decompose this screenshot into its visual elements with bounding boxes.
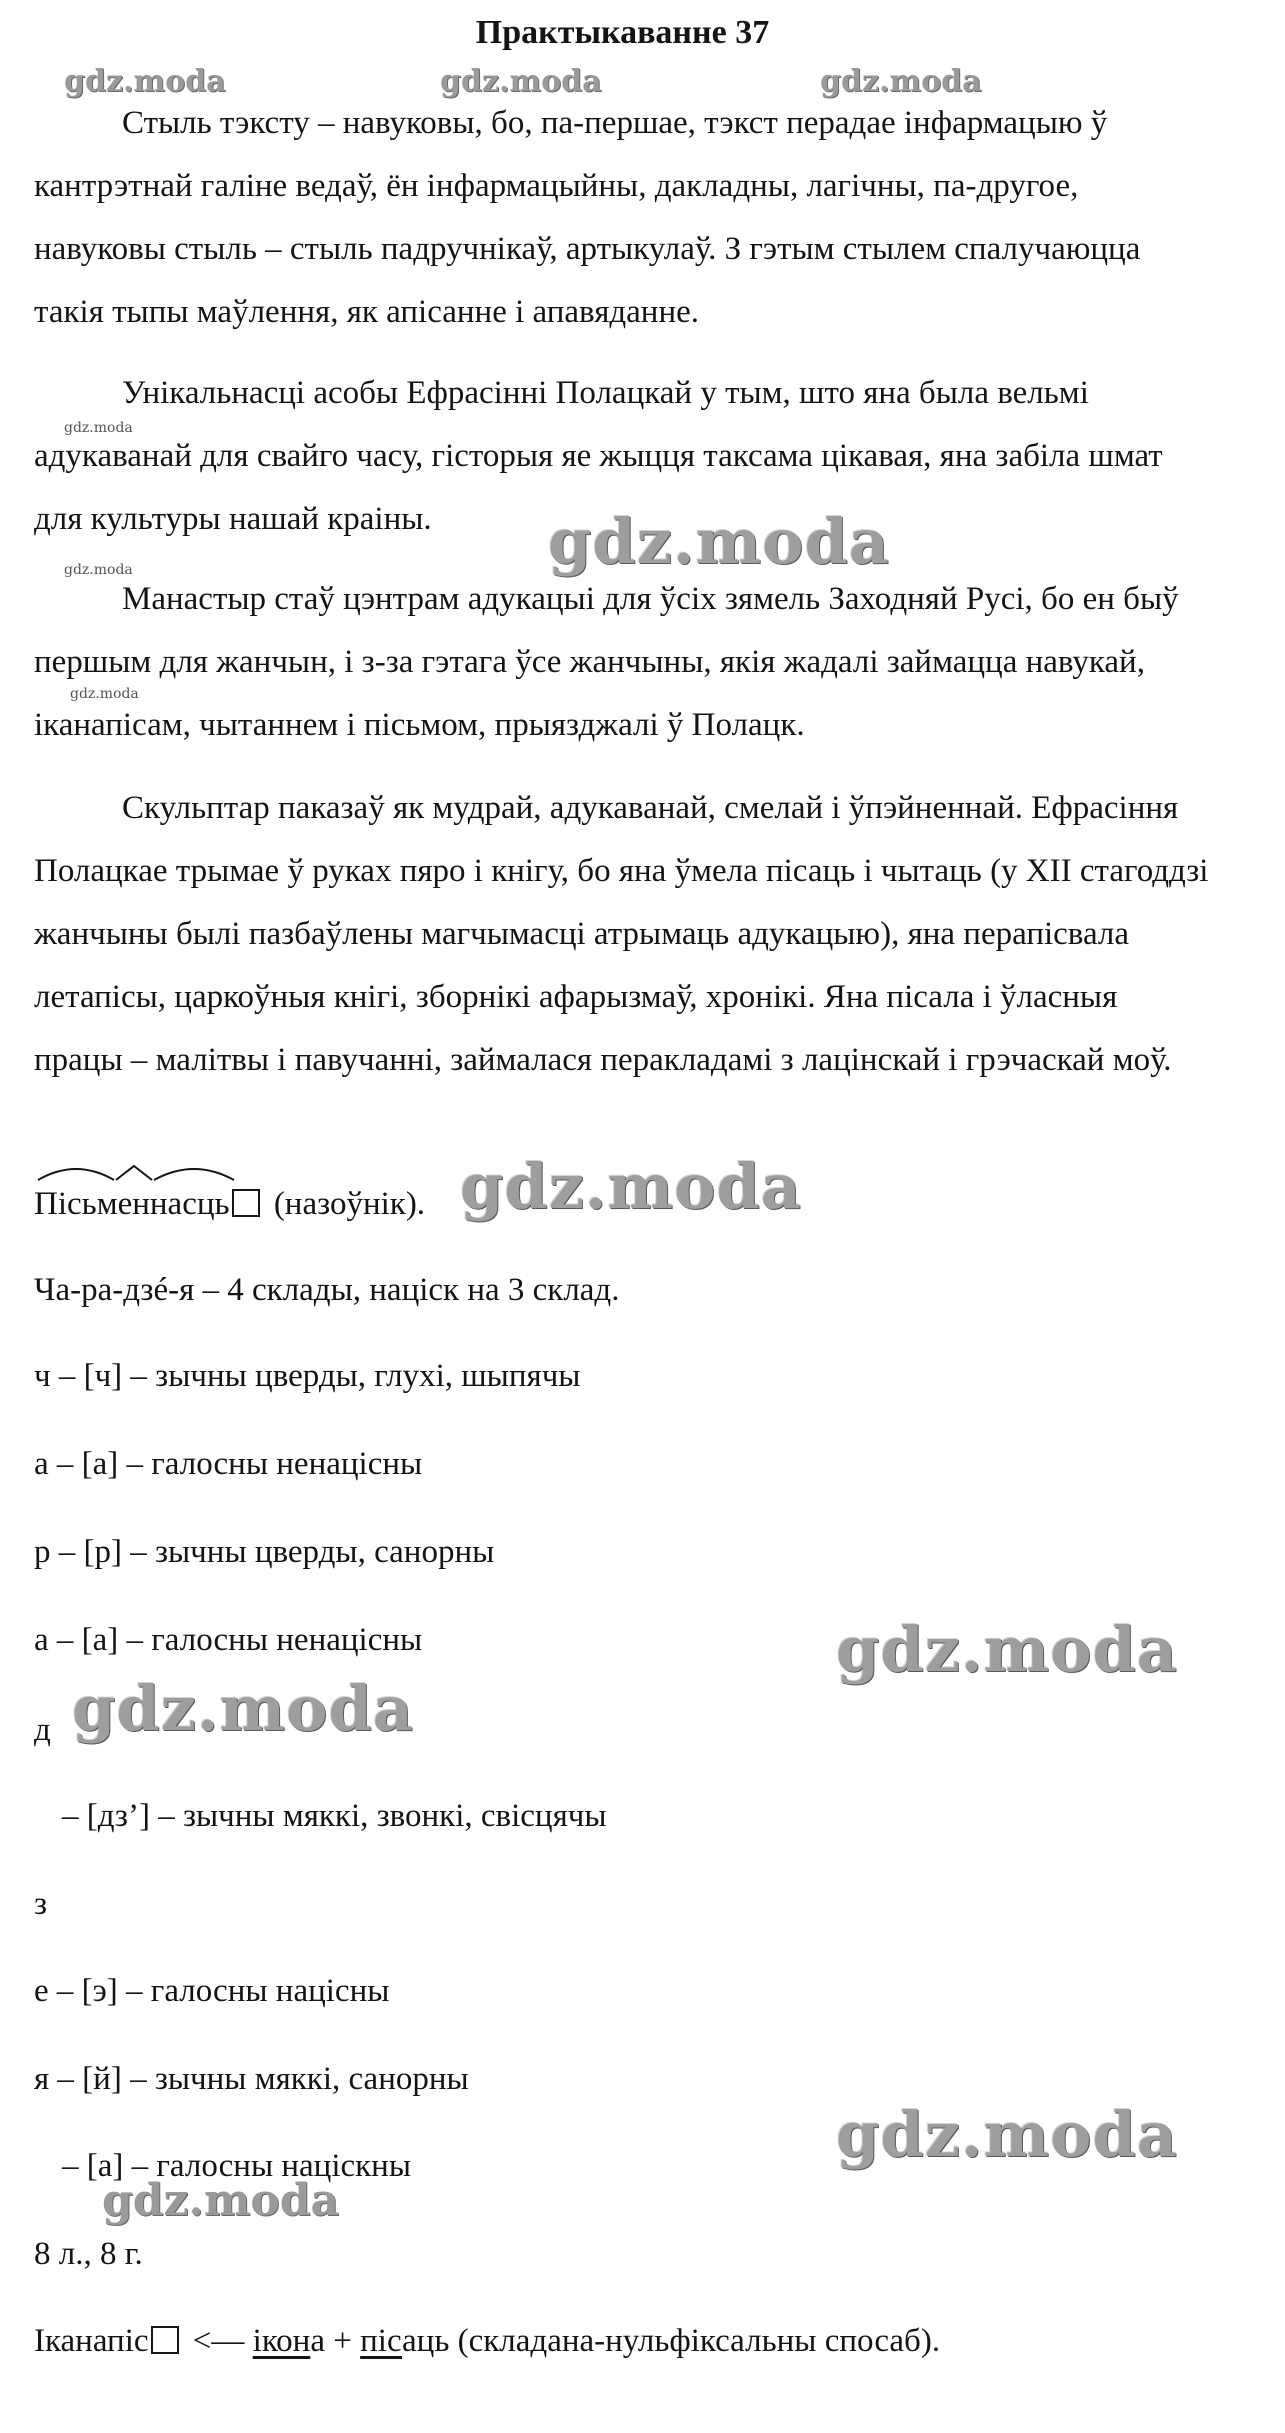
watermark: gdz.moda (440, 64, 602, 99)
wf-method: (складана-нульфіксальны спосаб). (457, 2323, 941, 2359)
watermark: gdz.moda (64, 420, 133, 436)
paragraph-uniqueness (34, 362, 1209, 551)
wf-plus: + (333, 2323, 352, 2359)
phonetic-line: е – [э] – галосны націсны (34, 1973, 390, 2009)
wf-end2: аць (402, 2323, 450, 2359)
phonetic-line: – [дз’] – зычны мяккі, звонкі, свісцячы (62, 1798, 607, 1834)
watermark: gdz.moda (102, 2175, 340, 2226)
watermark: gdz.moda (70, 686, 139, 702)
watermark: gdz.moda (820, 64, 982, 99)
phonetic-line: д (34, 1712, 51, 1748)
phonetic-line: я – [й] – зычны мяккі, санорны (34, 2061, 469, 2097)
word-formation (34, 2323, 940, 2360)
phonetic-line: а – [а] – галосны ненацісны (34, 1446, 423, 1482)
wf-root1: ікон (252, 2323, 311, 2359)
watermark: gdz.moda (548, 505, 890, 578)
phonetic-line: р – [р] – зычны цверды, санорны (34, 1534, 495, 1570)
watermark: gdz.moda (64, 562, 133, 578)
morpheme-note: (назоўнік). (273, 1186, 426, 1222)
paragraph-monastery (34, 568, 1209, 757)
watermark: gdz.moda (72, 1672, 414, 1745)
syllable-analysis: Ча-ра-дзé-я – 4 склады, націск на 3 склад. (34, 1272, 620, 1308)
phonetic-line: з (34, 1886, 48, 1922)
watermark: gdz.moda (836, 1613, 1178, 1686)
paragraph-text: Стыль тэксту – навуковы, бо, па-першае, тэкст перадае інфармацыю ў кантрэтнай галіне ведаў, ён інфармацыйны, дакладны, лагічны, па-другое, навуковы стыль – стыль падручнікаў, артыкулаў. З гэтым стылем спалучаюцца такія тыпы маўлення, як апісанне і апавяданне. (34, 105, 1141, 330)
phonetic-line: – [а] – галосны націскны (62, 2148, 412, 2184)
paragraph-text: Унікальнасці асобы Ефрасінні Полацкай у тым, што яна была вельмі адукаванай для свайго часу, гісторыя яе жыцця таксама цікавая, яна забіла шмат для культуры нашай краіны. (34, 375, 1163, 537)
watermark: gdz.moda (64, 64, 226, 99)
morpheme-word: Пісьменнасць (34, 1186, 230, 1222)
phonetic-line: а – [а] – галосны ненацісны (34, 1622, 423, 1658)
null-ending-box (232, 1189, 260, 1217)
wf-end1: а (310, 2323, 325, 2359)
paragraph-style (34, 92, 1209, 344)
wf-word: Іканапіс (34, 2323, 149, 2359)
paragraph-text: Манастыр стаў цэнтрам адукацыі для ўсіх зямель Заходняй Русі, бо ен быў першым для жанчын, і з-за гэтага ўсе жанчыны, якія жадалі займацца навукай, іканапісам, чытаннем і пісьмом, прыязджалі ў Полацк. (34, 581, 1179, 743)
wf-root2: піс (360, 2323, 403, 2359)
watermark: gdz.moda (460, 1150, 802, 1223)
phonetic-line: ч – [ч] – зычны цверды, глухі, шыпячы (34, 1358, 581, 1394)
wf-arrow: <— (192, 2323, 245, 2359)
page-title: Практыкаванне 37 (475, 14, 770, 51)
morpheme-analysis (34, 1186, 425, 1223)
morpheme-arcs (34, 1156, 254, 1186)
null-ending-box (151, 2326, 179, 2354)
phonetic-summary: 8 л., 8 г. (34, 2236, 143, 2272)
paragraph-sculptor (34, 777, 1209, 1092)
paragraph-text: Скульптар паказаў як мудрай, адукаванай, смелай і ўпэйненнай. Ефрасіння Полацкае трымае ў руках пяро і кнігу, бо яна ўмела пісаць і чытаць (у XII стагоддзі жанчыны былі пазбаўлены магчымасці атрымаць адукацыю), яна перапісвала летапісы, царкоўныя кнігі, зборнікі афарызмаў, хронікі. Яна пісала і ўласныя працы – малітвы і павучанні, займалася перакладамі з лацінскай і грэчаскай моў. (34, 790, 1209, 1078)
watermark: gdz.moda (836, 2098, 1178, 2171)
